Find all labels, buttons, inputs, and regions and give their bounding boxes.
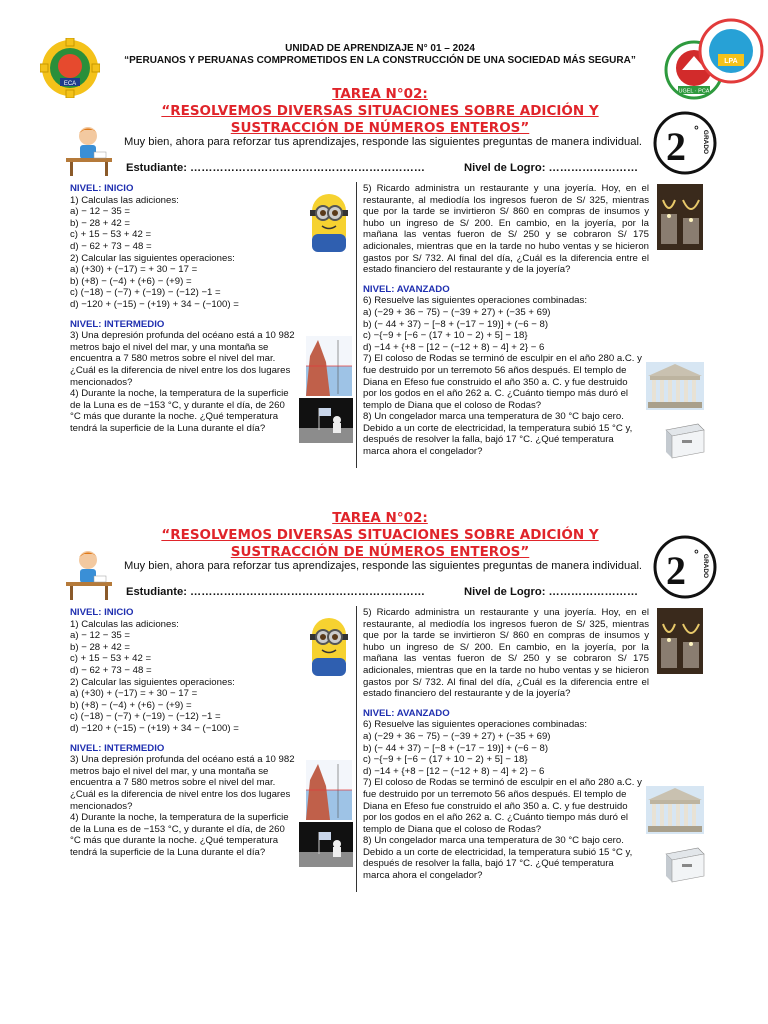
q2-item: c) (−18) − (−7) + (−19) − (−12) −1 = <box>70 711 221 723</box>
q1-item: b) − 28 + 42 = <box>70 641 131 653</box>
grado-number: 2 <box>666 124 686 169</box>
question-3: 3) Una depresión profunda del océano está a 10 982 metros bajo el nivel del mar, y una montaña se encuentra a 7 580 metros sobre el nivel del mar. ¿Cuál es la diferencia de nivel entre los dos lugares mencionados? <box>70 754 295 812</box>
freezer-picture <box>662 844 706 884</box>
temple-picture <box>646 362 704 410</box>
jewelry-picture <box>657 184 703 250</box>
column-divider <box>356 182 357 468</box>
question-7: 7) El coloso de Rodas se terminó de esculpir en el año 280 a.C. y fue destruido por un terremoto 56 años después. El templo de Diana en Efeso fue construido el año 350 a. C. y fue destruido por los godos en el año 262 a. C. ¿Cuánto tiempo más duró el templo de Diana que el coloso de Rodas? <box>363 353 642 411</box>
ocean-depth-diagram <box>306 336 352 396</box>
worksheet-copy-1 <box>0 84 768 504</box>
instructions: Muy bien, ahora para reforzar tus aprendizajes, responde las siguientes preguntas de manera individual. <box>124 560 643 572</box>
moon-astronaut-picture <box>299 822 353 867</box>
tarea-number: TAREA N°02: <box>332 86 428 102</box>
q6-item: d) −14 + {+8 − [12 − (−12 + 8) − 4] + 2} − 6 <box>363 341 545 353</box>
student-desk-icon <box>64 124 114 176</box>
question-8: 8) Un congelador marca una temperatura de 30 °C bajo cero. Debido a un corte de electricidad, la temperatura subió 15 °C y, después de resolver la falla, bajó 17 °C. ¿Qué temperatura marca ahora el congelador? <box>363 411 633 458</box>
question-4: 4) Durante la noche, la temperatura de la superficie de la Luna es de −153 °C, y durante el día, de 260 °C más que durante la noche. ¿Qué temperatura tendrá la superficie de la Luna durante el día? <box>70 388 289 434</box>
q2-item: a) (+30) + (−17) = + 30 − 17 = <box>70 264 198 276</box>
question-6: 6) Resuelve las siguientes operaciones combinadas: <box>363 295 587 307</box>
level-inicio-label: NIVEL: INICIO <box>70 607 134 618</box>
question-6: 6) Resuelve las siguientes operaciones combinadas: <box>363 719 587 731</box>
q2-item: d) −120 + (−15) − (+19) + 34 − (−100) = <box>70 298 239 310</box>
tarea-number: TAREA N°02: <box>332 510 428 526</box>
q2-item: b) (+8) − (−4) + (+6) − (+9) = <box>70 275 192 287</box>
svg-text:UGEL · PCA: UGEL · PCA <box>678 88 710 95</box>
right-column <box>363 183 707 458</box>
worksheet-copy-2 <box>0 508 768 928</box>
q6-item: c) −{−9 + [−6 − (17 + 10 − 2) + 5] − 18} <box>363 330 528 342</box>
svg-text:ECA: ECA <box>63 81 77 87</box>
question-5: 5) Ricardo administra un restaurante y una joyería. Hoy, en el restaurante, al mediodía los ingresos fueron de S/ 325, mientras que por la tarde se invirtieron S/ 860 en compras de insumos y hubo un ingreso de S/ 200. En cambio, en la joyería, por la mañana las ventas fueron de S/ 250 y se cobraron S/ 175 adicionales, mientras que en la tarde no hubo ventas y se hicieron gastos por S/ 732. Al final del día, ¿Cuál es la diferencia entre el estado financiero del restaurante y de la joyería? <box>363 183 649 276</box>
worksheet-title <box>110 86 650 137</box>
unidad-line-1: UNIDAD DE APRENDIZAJE N° 01 – 2024 <box>285 43 475 54</box>
q6-item: a) (−29 + 36 − 75) − (−39 + 27) + (−35 + 69) <box>363 306 551 318</box>
right-column <box>363 607 707 882</box>
temple-picture <box>646 786 704 834</box>
question-8: 8) Un congelador marca una temperatura de 30 °C bajo cero. Debido a un corte de electricidad, la temperatura subió 15 °C y, después de resolver la falla, bajó 17 °C. ¿Qué temperatura marca ahora el congelador? <box>363 835 633 882</box>
instructions: Muy bien, ahora para reforzar tus aprendizajes, responde las siguientes preguntas de manera individual. <box>124 136 643 148</box>
q1-item: c) + 15 − 53 + 42 = <box>70 229 152 241</box>
level-inicio-label: NIVEL: INICIO <box>70 183 134 194</box>
q2-item: c) (−18) − (−7) + (−19) − (−12) −1 = <box>70 287 221 299</box>
q1-item: d) − 62 + 73 − 48 = <box>70 240 152 252</box>
q6-item: d) −14 + {+8 − [12 − (−12 + 8) − 4] + 2} − 6 <box>363 765 545 777</box>
question-1: 1) Calculas las adiciones: <box>70 618 179 630</box>
question-2: 2) Calcular las siguientes operaciones: <box>70 252 235 264</box>
level-avanzado-label: NIVEL: AVANZADO <box>363 707 450 719</box>
grado-number: 2 <box>666 548 686 593</box>
unidad-line-2: “PERUANOS Y PERUANAS COMPROMETIDOS EN LA CONSTRUCCIÓN DE UNA SOCIEDAD MÁS SEGURA” <box>124 55 636 66</box>
q2-item: b) (+8) − (−4) + (+6) − (+9) = <box>70 699 192 711</box>
level-avanzado-label: NIVEL: AVANZADO <box>363 283 450 295</box>
q6-item: c) −{−9 + [−6 − (17 + 10 − 2) + 5] − 18} <box>363 754 528 766</box>
q6-item: b) (− 44 + 37) − [−8 + (−17 − 19)] + (−6 − 8) <box>363 742 549 754</box>
minion-picture <box>304 190 354 256</box>
svg-text:LPA: LPA <box>724 58 738 65</box>
question-2: 2) Calcular las siguientes operaciones: <box>70 676 235 688</box>
ocean-depth-diagram <box>306 760 352 820</box>
title-line-2: SUSTRACCIÓN DE NÚMEROS ENTEROS” <box>230 120 530 136</box>
question-3: 3) Una depresión profunda del océano está a 10 982 metros bajo el nivel del mar, y una montaña se encuentra a 7 580 metros sobre el nivel del mar. ¿Cuál es la diferencia de nivel entre los dos lugares mencionados? <box>70 330 295 388</box>
q1-item: a) − 12 − 35 = <box>70 206 131 218</box>
grado-word: GRADO <box>702 129 709 155</box>
achievement-level-line: Nivel de Logro: …………………… <box>464 586 639 598</box>
jewelry-picture <box>657 608 703 674</box>
question-1: 1) Calculas las adiciones: <box>70 194 179 206</box>
q6-item: a) (−29 + 36 − 75) − (−39 + 27) + (−35 + 69) <box>363 730 551 742</box>
q1-item: c) + 15 − 53 + 42 = <box>70 653 152 665</box>
moon-astronaut-picture <box>299 398 353 443</box>
worksheet-title <box>110 510 650 561</box>
achievement-level-line: Nivel de Logro: …………………… <box>464 162 639 174</box>
grado-word: GRADO <box>702 553 709 579</box>
freezer-picture <box>662 420 706 460</box>
student-desk-icon <box>64 548 114 600</box>
q2-item: d) −120 + (−15) − (+19) + 34 − (−100) = <box>70 722 239 734</box>
level-intermedio-label: NIVEL: INTERMEDIO <box>70 318 165 330</box>
title-line-2: SUSTRACCIÓN DE NÚMEROS ENTEROS” <box>230 544 530 560</box>
question-5: 5) Ricardo administra un restaurante y una joyería. Hoy, en el restaurante, al mediodía los ingresos fueron de S/ 325, mientras que por la tarde se invirtieron S/ 860 en compras de insumos y hubo un ingreso de S/ 200. En cambio, en la joyería, por la mañana las ventas fueron de S/ 250 y se cobraron S/ 175 adicionales, mientras que en la tarde no hubo ventas y se hicieron gastos por S/ 732. Al final del día, ¿Cuál es la diferencia entre el estado financiero del restaurante y de la joyería? <box>363 607 649 700</box>
q1-item: b) − 28 + 42 = <box>70 217 131 229</box>
title-line-1: “RESOLVEMOS DIVERSAS SITUACIONES SOBRE ADICIÓN Y <box>161 103 599 119</box>
title-line-1: “RESOLVEMOS DIVERSAS SITUACIONES SOBRE ADICIÓN Y <box>161 527 599 543</box>
column-divider <box>356 606 357 892</box>
student-name-line: Estudiante: ……………………………………………………… <box>126 586 425 598</box>
q6-item: b) (− 44 + 37) − [−8 + (−17 − 19)] + (−6 − 8) <box>363 318 549 330</box>
question-4: 4) Durante la noche, la temperatura de la superficie de la Luna es de −153 °C, y durante el día, de 260 °C más que durante la noche. ¿Qué temperatura tendrá la superficie de la Luna durante el día? <box>70 812 289 858</box>
grado-badge <box>652 534 718 600</box>
svg-text:°: ° <box>694 123 699 137</box>
unidad-heading <box>110 43 650 67</box>
q2-item: a) (+30) + (−17) = + 30 − 17 = <box>70 688 198 700</box>
q1-item: d) − 62 + 73 − 48 = <box>70 664 152 676</box>
gestion-logo <box>698 18 764 84</box>
grado-badge <box>652 110 718 176</box>
minion-picture <box>304 614 354 680</box>
level-intermedio-label: NIVEL: INTERMEDIO <box>70 742 165 754</box>
q1-item: a) − 12 − 35 = <box>70 630 131 642</box>
question-7: 7) El coloso de Rodas se terminó de esculpir en el año 280 a.C. y fue destruido por un terremoto 56 años después. El templo de Diana en Efeso fue construido el año 350 a. C. y fue destruido por los godos en el año 262 a. C. ¿Cuánto tiempo más duró el templo de Diana que el coloso de Rodas? <box>363 777 642 835</box>
student-name-line: Estudiante: ……………………………………………………… <box>126 162 425 174</box>
svg-text:°: ° <box>694 547 699 561</box>
